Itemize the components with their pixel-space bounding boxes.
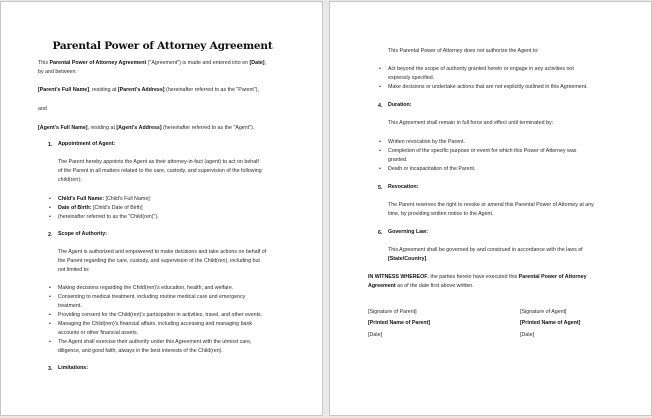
bullet-icon: ▪ — [49, 339, 51, 345]
bullet-icon: ▪ — [379, 66, 381, 72]
bullet-icon: ▪ — [379, 84, 381, 90]
section-1-para-line-1: The Parent hereby appoints the Agent as their attorney-in-fact (agent) to act on behalf — [58, 159, 259, 165]
termination-item-3: Death or incapacitation of the Parent. — [388, 166, 476, 172]
agent-date-field: [Date] — [520, 332, 535, 338]
parent-date-field: [Date] — [368, 332, 383, 338]
section-6-para-line-1: This Agreement shall be governed by and construed in accordance with the laws of — [388, 247, 583, 253]
bullet-icon: ▪ — [379, 139, 381, 145]
section-6-number: 6. — [378, 230, 383, 236]
authority-item-1: Making decisions regarding the Child(ren)'s education, health, and welfare. — [58, 285, 234, 291]
section-2-heading: Scope of Authority: — [58, 231, 107, 237]
section-1-para-line-2: of the Parent in all matters related to the care, custody, and supervision of the following — [58, 168, 262, 174]
document-page-1 — [0, 1, 323, 416]
authority-item-5-line-2: diligence, and good faith, always in the best interests of the Child(ren). — [58, 348, 223, 354]
intro-paragraph-line-1: This Parental Power of Attorney Agreement ("Agreement") is made and entered into on [Date], — [38, 60, 267, 66]
child-dob-item: Date of Birth: [Child's Date of Birth] — [58, 205, 143, 211]
bullet-icon: ▪ — [379, 166, 381, 172]
section-2-number: 2. — [48, 232, 53, 238]
authority-item-4-line-1: Managing the Child(ren)'s financial affairs, including accessing and managing bank — [58, 321, 253, 327]
limitation-item-1-line-1: Act beyond the scope of authority granted herein or engage in any activities not — [388, 66, 574, 72]
agent-signature-field: [Signature of Agent] — [520, 309, 567, 315]
bullet-icon: ▪ — [49, 321, 51, 327]
limitation-item-1-line-2: expressly specified. — [388, 75, 435, 81]
child-name-item: Child's Full Name: [Child's Full Name] — [58, 196, 150, 202]
termination-item-1: Written revocation by the Parent. — [388, 139, 466, 145]
parent-printed-name-field: [Printed Name of Parent] — [368, 320, 431, 326]
section-5-number: 5. — [378, 185, 383, 191]
section-1-para-line-3: child(ren): — [58, 177, 82, 183]
bullet-icon: ▪ — [49, 196, 51, 202]
section-1-number: 1. — [48, 142, 53, 148]
and-text: and — [38, 106, 47, 112]
bullet-icon: ▪ — [49, 205, 51, 211]
bullet-icon: ▪ — [49, 285, 51, 291]
section-3-number: 3. — [48, 366, 53, 372]
authority-item-5-line-1: The Agent shall exercise their authority under this Agreement with the utmost care, — [58, 339, 252, 345]
parent-party-line: [Parent's Full Name], residing at [Parent's Address] (hereinafter referred to as the "Parent"), — [38, 87, 260, 93]
section-3-heading: Limitations: — [58, 365, 89, 371]
section-4-number: 4. — [378, 103, 383, 109]
section-2-para-line-1: The Agent is authorized and empowered to make decisions and take actions on behalf of — [58, 249, 267, 255]
section-2-para-line-3: not limited to: — [58, 267, 90, 273]
section-4-para: This Agreement shall remain in full force and effect until terminated by: — [388, 120, 554, 126]
section-2-para-line-2: the Parent regarding the care, custody, and supervision of the Child(ren), including but — [58, 258, 260, 264]
section-6-heading: Governing Law: — [388, 229, 429, 235]
bullet-icon: ▪ — [49, 312, 51, 318]
document-title: Parental Power of Attorney Agreement — [52, 40, 273, 52]
document-page-2 — [329, 1, 652, 416]
bullet-icon: ▪ — [49, 294, 51, 300]
child-reference-item: (hereinafter referred to as the "Child(ren)"). — [58, 214, 159, 220]
limitations-para: This Parental Power of Attorney does not authorize the Agent to: — [388, 48, 539, 54]
authority-item-4-line-2: accounts or other financial assets. — [58, 330, 139, 336]
witness-line-2: Agreement as of the date first above written. — [368, 283, 474, 289]
section-4-heading: Duration: — [388, 102, 412, 108]
bullet-icon: ▪ — [379, 148, 381, 154]
section-5-para-line-1: The Parent reserves the right to revoke or amend this Parental Power of Attorney at any — [388, 202, 594, 208]
limitation-item-2: Make decisions or undertake actions that are not explicitly outlined in this Agreement. — [388, 84, 588, 90]
agent-party-line: [Agent's Full Name], residing at [Agent's Address] (hereinafter referred to as the "Agent"). — [38, 125, 255, 131]
authority-item-2-line-2: treatment. — [58, 303, 82, 309]
parent-signature-field: [Signature of Parent] — [368, 309, 417, 315]
authority-item-3: Providing consent for the Child(ren)'s participation in activities, travel, and other events. — [58, 312, 263, 318]
witness-line-1: IN WITNESS WHEREOF, the parties hereto have executed this Parental Power of Attorney — [368, 274, 587, 280]
section-6-para-line-2: [State/Country]. — [388, 256, 428, 262]
termination-item-2-line-1: Completion of the specific purpose or event for which this Power of Attorney was — [388, 148, 577, 154]
intro-paragraph-line-2: by and between: — [38, 69, 77, 75]
section-5-heading: Revocation: — [388, 184, 419, 190]
section-1-heading: Appointment of Agent: — [58, 141, 116, 147]
authority-item-2-line-1: Consenting to medical treatment, including routine medical care and emergency — [58, 294, 246, 300]
bullet-icon: ▪ — [49, 214, 51, 220]
termination-item-2-line-2: granted. — [388, 157, 408, 163]
agent-printed-name-field: [Printed Name of Agent] — [520, 320, 581, 326]
section-5-para-line-2: time, by providing written notice to the Agent. — [388, 211, 494, 217]
